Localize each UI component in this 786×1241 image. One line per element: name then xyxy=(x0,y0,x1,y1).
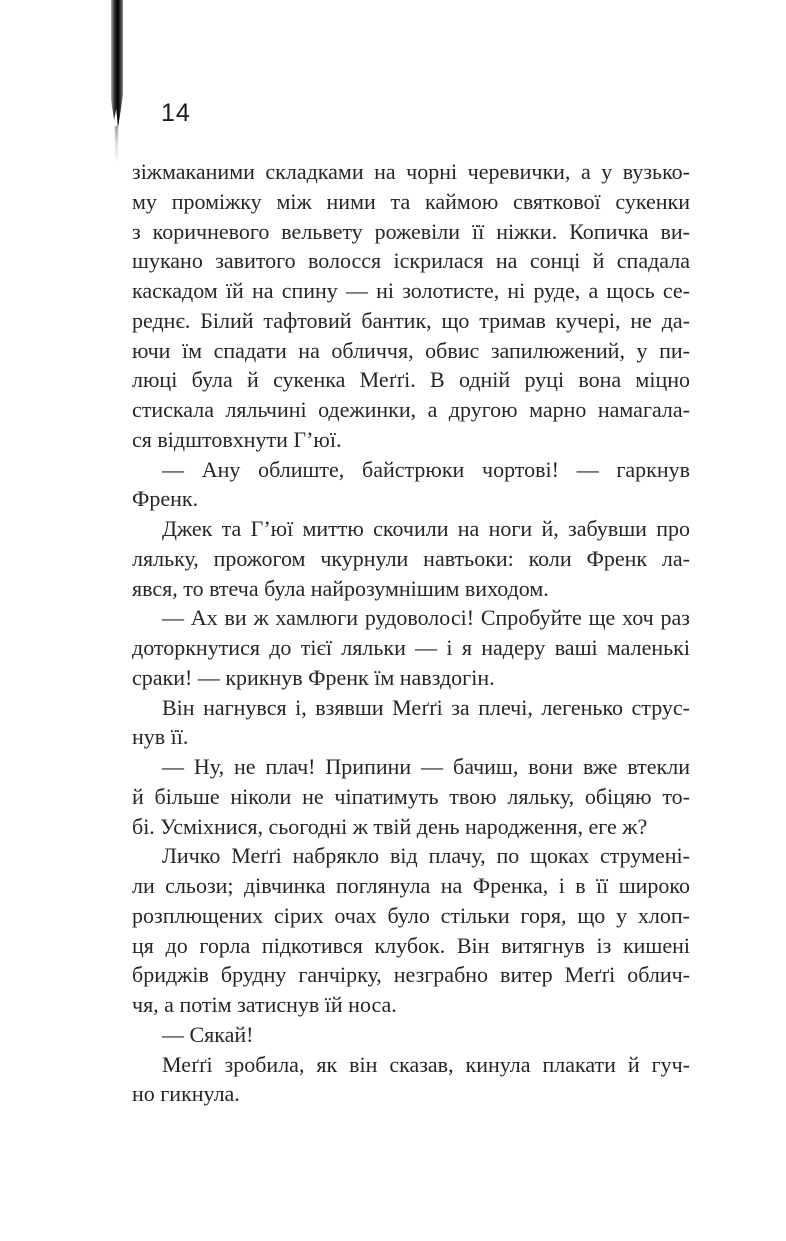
text-line: Личко Меґґі набрякло від плачу, по щоках струмені- xyxy=(162,843,690,869)
text-line: реднє. Білий тафтовий бантик, що тримав кучері, не да- xyxy=(132,307,690,333)
text-line: му проміжку між ними та каймою святкової сукенки xyxy=(132,188,690,214)
text-line: Він нагнувся і, взявши Меґґі за плечі, легенько струс- xyxy=(162,694,690,720)
paragraph xyxy=(132,752,690,841)
text-line: шукано завитого волосся іскрилася на сонці й спадала xyxy=(132,248,690,274)
text-line: стискала ляльчині одежинки, а другою марно намагала- xyxy=(132,397,690,422)
text-line: но гикнула. xyxy=(132,1081,240,1107)
text-line: нув її. xyxy=(132,724,189,750)
text-line: — Сякай! xyxy=(162,1021,254,1047)
paragraph xyxy=(132,693,690,753)
body-text xyxy=(132,157,690,1109)
paragraph xyxy=(132,841,690,1020)
text-line: ляльку, прожогом чкурнули навтьоки: коли Френк ла- xyxy=(132,545,690,571)
gutter-ink-streak xyxy=(111,0,123,128)
text-line: Меґґі зробила, як він сказав, кинула плакати й гуч- xyxy=(162,1051,690,1077)
text-line: ючи їм спадати на обличчя, обвис запилюжений, у пи- xyxy=(132,337,690,363)
text-line: доторкнутися до тієї ляльки — і я надеру ваші маленькі xyxy=(132,635,690,660)
text-line: ця до горла підкотився клубок. Він витягнув із кишені xyxy=(132,932,690,958)
text-line: бриджів брудну ганчірку, незграбно витер Меґґі облич- xyxy=(132,962,690,988)
text-line: явся, то втеча була найрозумнішим виходом. xyxy=(132,575,549,601)
paragraph xyxy=(132,514,690,603)
text-line: — Ах ви ж хамлюги рудоволосі! Спробуйте ще хоч раз xyxy=(162,605,690,631)
text-line: й більше ніколи не чіпатимуть твою ляльку, обіцяю то- xyxy=(132,783,690,809)
text-line: з коричневого вельвету рожевіли її ніжки. Копичка ви- xyxy=(132,218,690,244)
paragraph xyxy=(132,455,690,515)
text-line: ся відштовхнути Г’юї. xyxy=(132,426,342,452)
text-line: каскадом їй на спину — ні золотисте, ні руде, а щось се- xyxy=(132,278,690,303)
text-line: ли сльози; дівчинка поглянула на Френка, і в її широко xyxy=(132,873,690,898)
text-line: люці була й сукенка Меґґі. В одній руці вона міцно xyxy=(132,367,690,393)
gutter-ink-streak-tail xyxy=(115,126,118,164)
paragraph xyxy=(132,157,690,455)
text-line: сраки! — крикнув Френк їм навздогін. xyxy=(132,664,495,690)
text-line: — Ну, не плач! Припини — бачиш, вони вже втекли xyxy=(162,754,690,779)
text-line: бі. Усміхнися, сьогодні ж твій день народження, еге ж? xyxy=(132,813,648,839)
paragraph xyxy=(132,1050,690,1110)
text-line: — Ану облиште, байстрюки чортові! — гаркнув xyxy=(162,456,690,482)
paragraph xyxy=(132,603,690,692)
text-line: Френк. xyxy=(132,486,199,512)
paragraph xyxy=(132,1020,690,1050)
text-line: чя, а потім затиснув їй носа. xyxy=(132,992,397,1017)
text-line: розплющених сірих очах було стільки горя, що у хлоп- xyxy=(132,902,690,928)
text-line: Джек та Г’юї миттю скочили на ноги й, забувши про xyxy=(162,516,690,541)
text-line: зіжмаканими складками на чорні черевички, а у вузько- xyxy=(132,159,690,184)
page-number: 14 xyxy=(161,99,191,127)
